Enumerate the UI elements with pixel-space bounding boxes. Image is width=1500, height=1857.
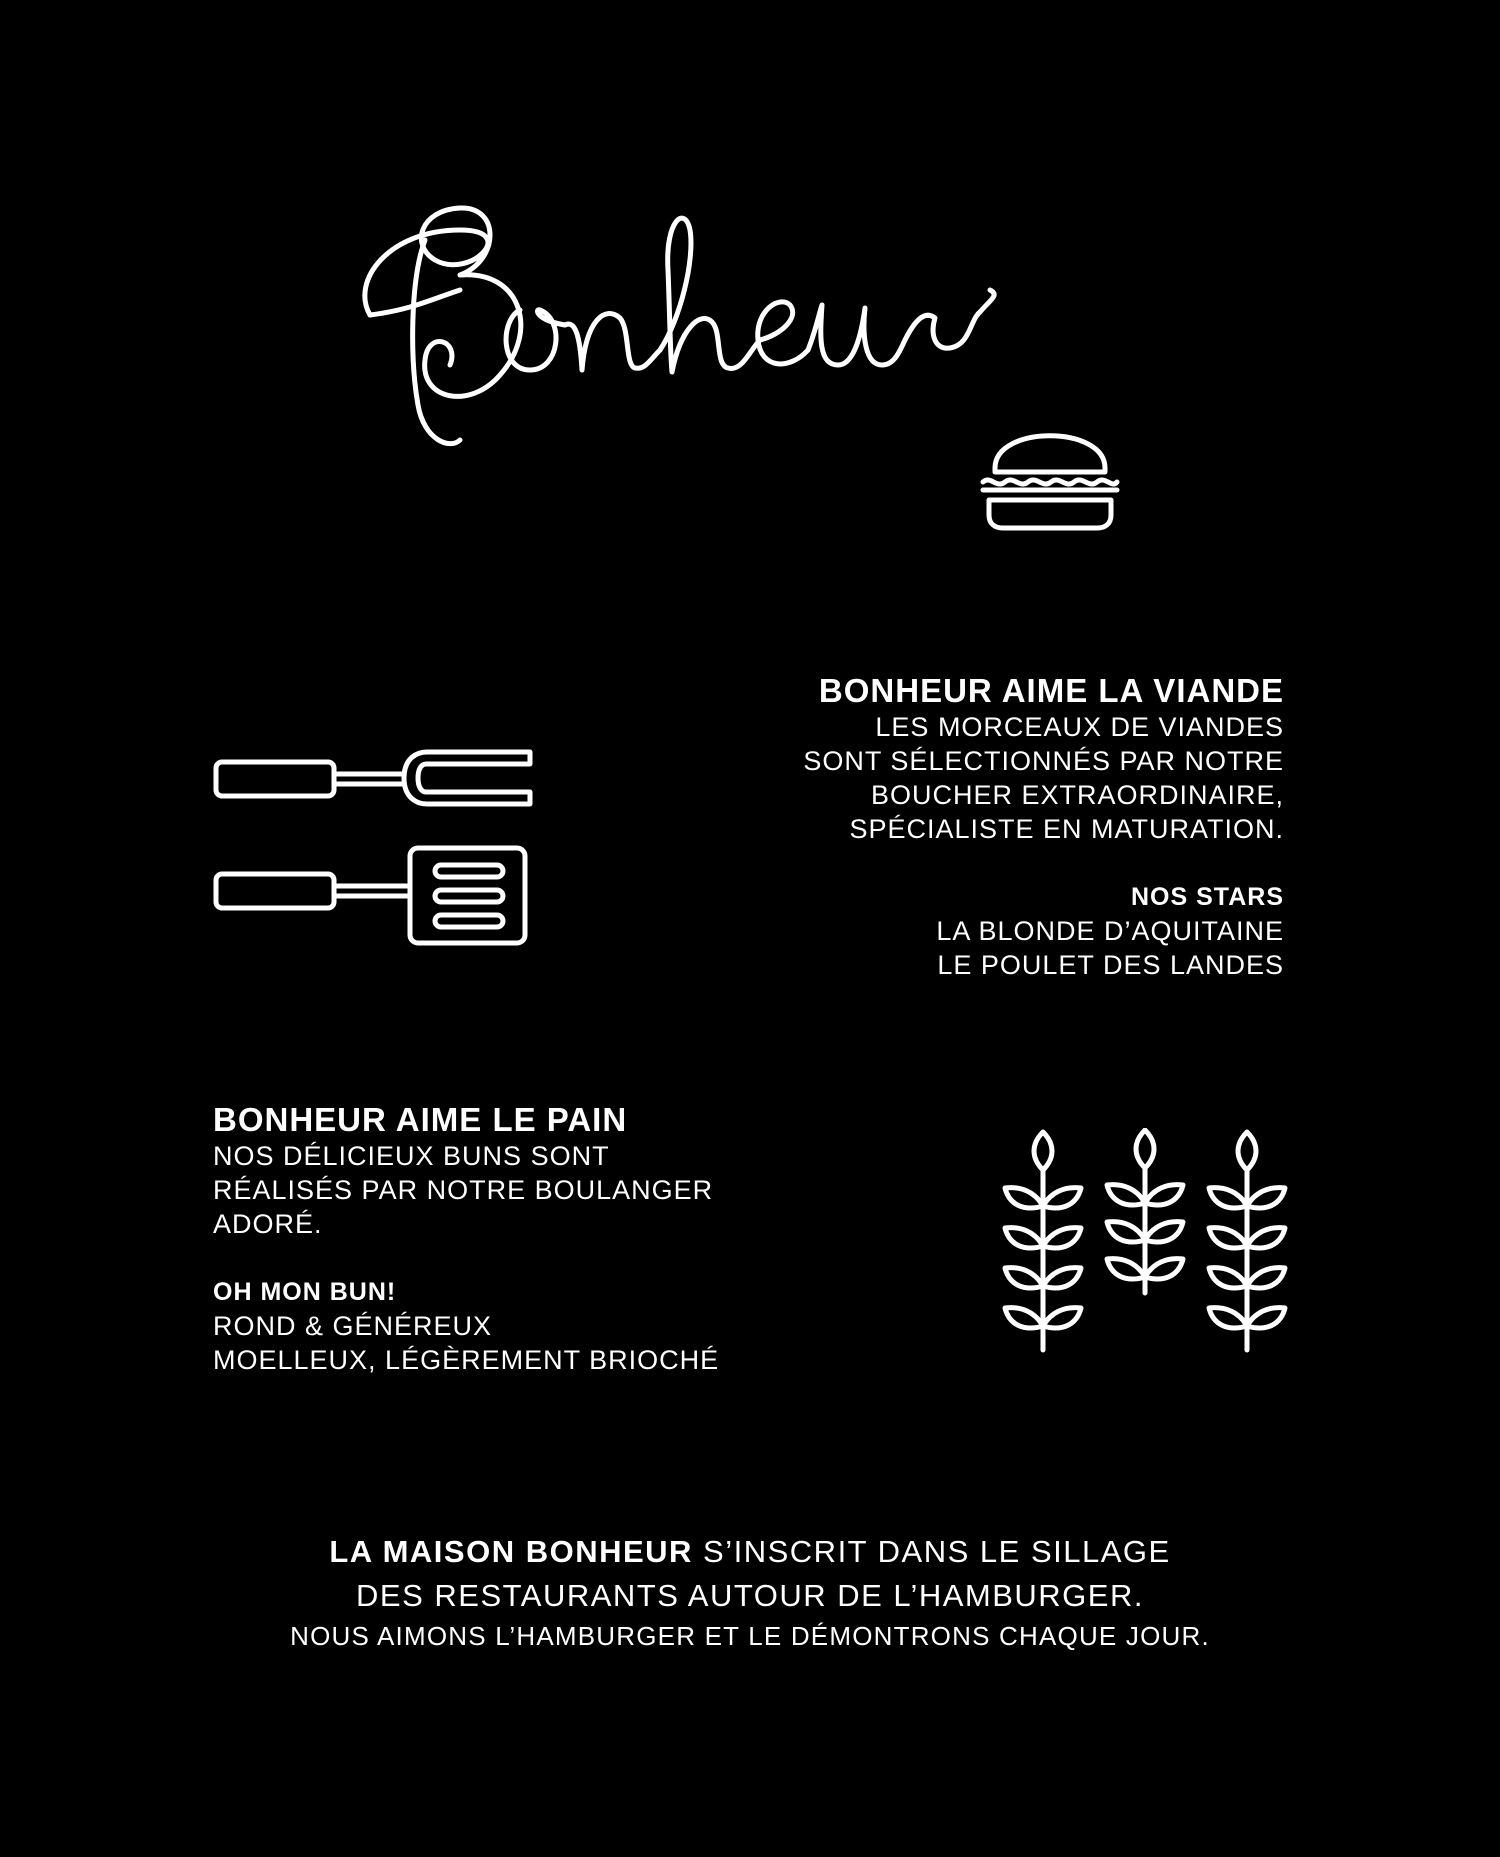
meat-star-line: LA BLONDE D’AQUITAINE (936, 916, 1284, 946)
burger-icon (975, 420, 1125, 540)
bread-line: ADORÉ. (213, 1209, 323, 1239)
meat-sub-heading: NOS STARS (1131, 883, 1284, 911)
bread-line: NOS DÉLICIEUX BUNS SONT (213, 1141, 610, 1171)
footer-brand: LA MAISON BONHEUR (329, 1534, 693, 1569)
footer-line-1-rest: S’INSCRIT DANS LE SILLAGE (692, 1534, 1171, 1569)
footer-line-2: DES RESTAURANTS AUTOUR DE L’HAMBURGER. (356, 1578, 1144, 1613)
meat-line: SONT SÉLECTIONNÉS PAR NOTRE (803, 746, 1284, 776)
bread-section (213, 1101, 853, 1377)
footer-line-1 (0, 1530, 1500, 1574)
footer (0, 1530, 1500, 1654)
meat-line: LES MORCEAUX DE VIANDES (875, 712, 1284, 742)
bread-line: RÉALISÉS PAR NOTRE BOULANGER (213, 1175, 714, 1205)
meat-line: BOUCHER EXTRAORDINAIRE, (870, 780, 1284, 810)
footer-line-3: NOUS AIMONS L’HAMBURGER ET LE DÉMONTRONS CHAQUE JOUR. (290, 1621, 1210, 1651)
meat-heading: BONHEUR AIME LA VIANDE (818, 672, 1284, 709)
meat-line: SPÉCIALISTE EN MATURATION. (849, 814, 1284, 844)
bread-bun-line: ROND & GÉNÉREUX (213, 1311, 493, 1341)
bread-heading: BONHEUR AIME LE PAIN (213, 1101, 628, 1138)
bread-bun-line: MOELLEUX, LÉGÈREMENT BRIOCHÉ (213, 1345, 720, 1375)
bbq-tools-icon (212, 748, 542, 948)
meat-section (664, 672, 1284, 982)
meat-star-line: LE POULET DES LANDES (937, 950, 1284, 980)
bread-sub-heading: OH MON BUN! (213, 1278, 397, 1306)
wheat-icon (995, 1128, 1295, 1358)
